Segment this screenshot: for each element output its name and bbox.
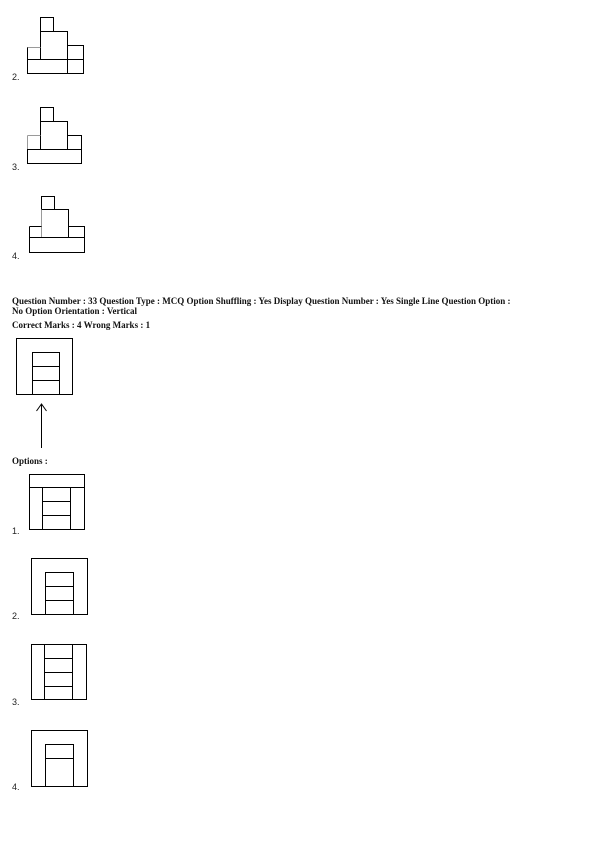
box-figure-option-3 [31,644,89,702]
option-number-4: 4. [12,251,20,261]
option-number-1: 1. [12,526,20,536]
option-number-3: 3. [12,162,20,172]
box-figure-option-4 [31,730,89,788]
question-header-line2: No Option Orientation : Vertical [12,306,137,316]
nested-box-figure [16,338,76,398]
stepped-block-figure-option-2 [27,17,87,75]
question-header-line1: Question Number : 33 Question Type : MCQ Option Shuffling : Yes Display Question Number : Yes Single Line Question Option : [12,296,511,306]
option-number-2b: 2. [12,611,20,621]
stepped-block-figure-option-3 [27,107,87,165]
option-number-4b: 4. [12,782,20,792]
option-number-3b: 3. [12,697,20,707]
box-figure-option-2 [31,558,89,616]
up-arrow [34,403,50,449]
options-label: Options : [12,456,48,466]
question-marks: Correct Marks : 4 Wrong Marks : 1 [12,320,151,330]
stepped-block-figure-option-4 [27,196,89,256]
box-figure-option-1 [29,474,87,532]
option-number-2: 2. [12,72,20,82]
